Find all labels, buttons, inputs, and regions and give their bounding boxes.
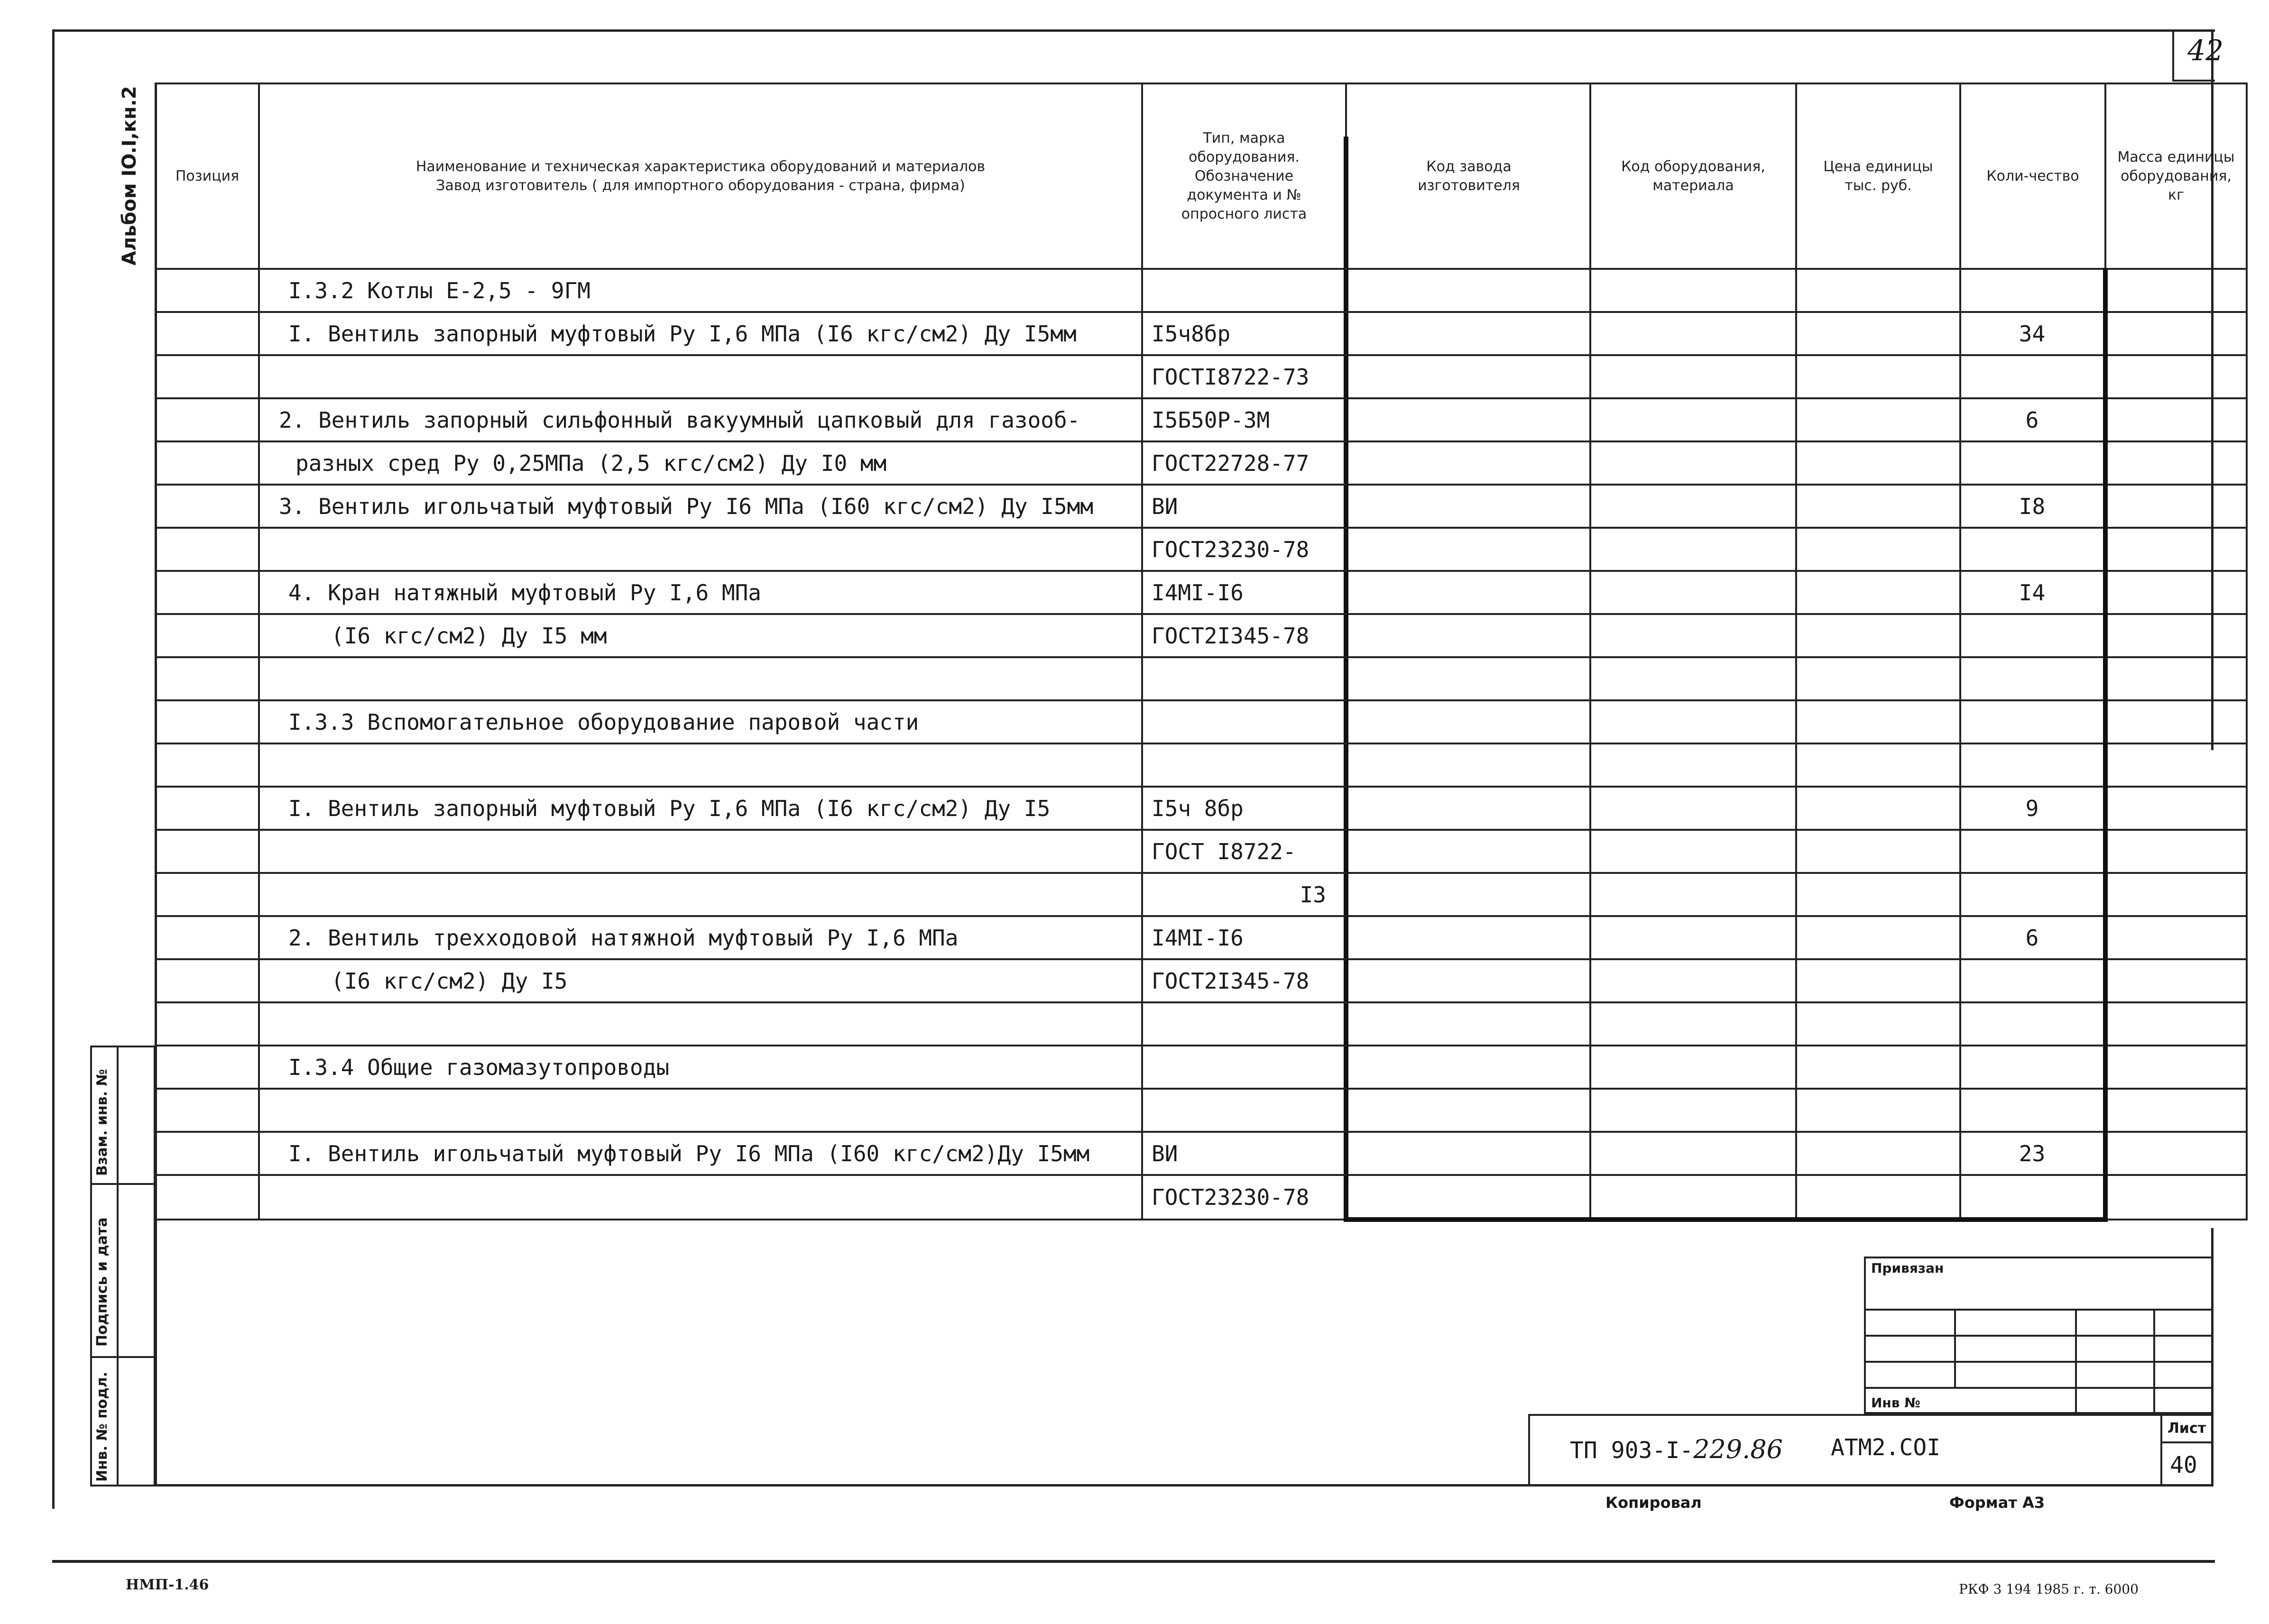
privyazan-label: Привязан <box>1871 1260 1944 1276</box>
row-name <box>259 1002 1142 1046</box>
table-row <box>156 269 2247 312</box>
row-name: 2. Вентиль трехходовой натяжной муфтовый Ру I,6 МПа <box>259 916 1142 959</box>
row-qty <box>1960 1002 2105 1046</box>
row-type <box>1142 1089 1346 1132</box>
row-name: 3. Вентиль игольчатый муфтовый Ру I6 МПа (I60 кгс/см2) Ду I5мм <box>259 485 1142 528</box>
row-name <box>259 743 1142 787</box>
table-row <box>156 1002 2247 1046</box>
row-name <box>259 830 1142 873</box>
row-qty <box>1960 614 2105 657</box>
row-qty <box>1960 355 2105 398</box>
row-name: разных сред Ру 0,25МПа (2,5 кгс/см2) Ду I0 мм <box>259 441 1142 485</box>
header-type: Тип, марка оборудования. Обозначение документа и № опросного листа <box>1142 83 1346 269</box>
table-row <box>156 830 2247 873</box>
row-qty <box>1960 269 2105 312</box>
doc-code: АТМ2.СОI <box>1831 1434 1941 1461</box>
side-stamp-sep1 <box>90 1183 156 1185</box>
table-row <box>156 873 2247 916</box>
row-qty <box>1960 1089 2105 1132</box>
table-row <box>156 916 2247 959</box>
table-row <box>156 398 2247 441</box>
table-row <box>156 571 2247 614</box>
spec-body <box>156 269 2247 1220</box>
row-qty: 9 <box>1960 787 2105 830</box>
header-name-line2: Завод изготовитель ( для импортного оборудования - страна, фирма) <box>436 177 965 194</box>
row-type <box>1142 657 1346 700</box>
row-name: I. Вентиль игольчатый муфтовый Ру I6 МПа (I60 кгс/см2)Ду I5мм <box>259 1132 1142 1175</box>
row-qty <box>1960 743 2105 787</box>
header-position: Позиция <box>156 83 259 269</box>
sheet-number: 40 <box>2170 1452 2197 1478</box>
page-number: 42 <box>2187 34 2224 67</box>
privyazan-col1 <box>1954 1309 1956 1387</box>
row-name: (I6 кгс/см2) Ду I5 мм <box>259 614 1142 657</box>
footer-right: РКФ 3 194 1985 г. т. 6000 <box>1959 1581 2139 1597</box>
side-stamp-vzam: Взам. инв. № <box>94 1069 111 1176</box>
table-row <box>156 959 2247 1002</box>
row-qty <box>1960 873 2105 916</box>
doc-number <box>1570 1434 1783 1464</box>
row-type: I4МI-I6 <box>1142 916 1346 959</box>
row-type <box>1142 743 1346 787</box>
table-row <box>156 1046 2247 1089</box>
row-type <box>1142 1002 1346 1046</box>
row-qty: I8 <box>1960 485 2105 528</box>
sheet-row-line <box>2160 1441 2213 1443</box>
table-row <box>156 743 2247 787</box>
frame-left-line <box>52 29 55 1509</box>
footer-left: НМП-1.46 <box>126 1577 209 1593</box>
row-qty <box>1960 441 2105 485</box>
row-type: ГОСТ23230-78 <box>1142 1175 1346 1220</box>
table-header-row <box>156 83 2247 139</box>
table-row <box>156 1089 2247 1132</box>
table-row <box>156 441 2247 485</box>
privyazan-row4 <box>1864 1387 2213 1389</box>
row-name <box>259 873 1142 916</box>
row-type: ВИ <box>1142 1132 1346 1175</box>
row-qty: 34 <box>1960 312 2105 355</box>
table-row <box>156 657 2247 700</box>
table-row <box>156 485 2247 528</box>
row-type: ГОСТ23230-78 <box>1142 528 1346 571</box>
inv-no-label: Инв № <box>1871 1395 1920 1411</box>
row-name: 4. Кран натяжный муфтовый Ру I,6 МПа <box>259 571 1142 614</box>
format-label: Формат А3 <box>1949 1494 2045 1512</box>
privyazan-col2 <box>2075 1309 2077 1414</box>
header-name <box>259 83 1142 269</box>
row-qty <box>1960 700 2105 743</box>
side-stamp-divider <box>117 1046 119 1486</box>
row-name: I. Вентиль запорный муфтовый Ру I,6 МПа (I6 кгс/см2) Ду I5 <box>259 787 1142 830</box>
row-name: I.3.2 Котлы Е-2,5 - 9ГМ <box>259 269 1142 312</box>
header-qty: Коли-чество <box>1960 83 2105 269</box>
frame-bottom-line <box>52 1560 2215 1563</box>
kopiroval-label: Копировал <box>1605 1494 1702 1512</box>
row-type <box>1142 700 1346 743</box>
left-inner-frame-line <box>155 83 157 1486</box>
row-name <box>259 355 1142 398</box>
row-name: (I6 кгс/см2) Ду I5 <box>259 959 1142 1002</box>
side-stamp-podpis: Подпись и дата <box>94 1217 111 1347</box>
row-name <box>259 1089 1142 1132</box>
table-row <box>156 1132 2247 1175</box>
row-name <box>259 657 1142 700</box>
row-type: I5ч8бр <box>1142 312 1346 355</box>
table-row <box>156 528 2247 571</box>
row-name: 2. Вентиль запорный сильфонный вакуумный цапковый для газооб- <box>259 398 1142 441</box>
row-qty: 23 <box>1960 1132 2105 1175</box>
side-stamp-inv-podl: Инв. № подл. <box>94 1371 111 1482</box>
doc-handwritten: 229.86 <box>1693 1434 1783 1464</box>
row-qty: I4 <box>1960 571 2105 614</box>
row-name <box>259 1175 1142 1220</box>
album-label: Альбом IO.I,кн.2 <box>119 86 140 266</box>
header-mass: Масса единицы оборудования, кг <box>2105 83 2247 269</box>
privyazan-row1 <box>1864 1309 2213 1311</box>
table-row <box>156 700 2247 743</box>
row-type: ГОСТ2I345-78 <box>1142 614 1346 657</box>
row-qty <box>1960 1175 2105 1220</box>
row-qty <box>1960 528 2105 571</box>
row-type: ГОСТI8722-73 <box>1142 355 1346 398</box>
table-row <box>156 614 2247 657</box>
header-factory-code: Код завода изготовителя <box>1346 83 1590 269</box>
row-qty <box>1960 657 2105 700</box>
frame-top-line <box>52 29 2215 32</box>
row-type: I3 <box>1142 873 1346 916</box>
row-qty: 6 <box>1960 916 2105 959</box>
doc-prefix: ТП 903-I- <box>1570 1437 1694 1464</box>
row-name: I. Вентиль запорный муфтовый Ру I,6 МПа (I6 кгс/см2) Ду I5мм <box>259 312 1142 355</box>
row-type: I5ч 8бр <box>1142 787 1346 830</box>
row-qty <box>1960 959 2105 1002</box>
row-qty <box>1960 830 2105 873</box>
privyazan-row3 <box>1864 1361 2213 1363</box>
sheet-label: Лист <box>2168 1420 2206 1437</box>
table-row <box>156 1175 2247 1220</box>
row-name: I.3.4 Общие газомазутопроводы <box>259 1046 1142 1089</box>
privyazan-row2 <box>1864 1335 2213 1337</box>
table-row <box>156 787 2247 830</box>
row-name <box>259 528 1142 571</box>
table-row <box>156 355 2247 398</box>
privyazan-col3 <box>2153 1309 2155 1414</box>
header-equipment-code: Код оборудования, материала <box>1590 83 1796 269</box>
row-type: ВИ <box>1142 485 1346 528</box>
header-name-line1: Наименование и техническая характеристика оборудований и материалов <box>415 158 986 175</box>
row-type <box>1142 1046 1346 1089</box>
row-type <box>1142 269 1346 312</box>
row-type: ГОСТ2I345-78 <box>1142 959 1346 1002</box>
side-stamp-sep2 <box>90 1356 156 1358</box>
row-qty: 6 <box>1960 398 2105 441</box>
row-qty <box>1960 1046 2105 1089</box>
table-row <box>156 312 2247 355</box>
row-name: I.3.3 Вспомогательное оборудование паровой части <box>259 700 1142 743</box>
row-type: ГОСТ I8722- <box>1142 830 1346 873</box>
header-price: Цена единицы тыс. руб. <box>1796 83 1960 269</box>
row-type: I5Б50Р-ЗМ <box>1142 398 1346 441</box>
spec-table <box>155 83 2248 1222</box>
row-type: ГОСТ22728-77 <box>1142 441 1346 485</box>
sheet-col-line <box>2160 1414 2162 1486</box>
row-type: I4МI-I6 <box>1142 571 1346 614</box>
